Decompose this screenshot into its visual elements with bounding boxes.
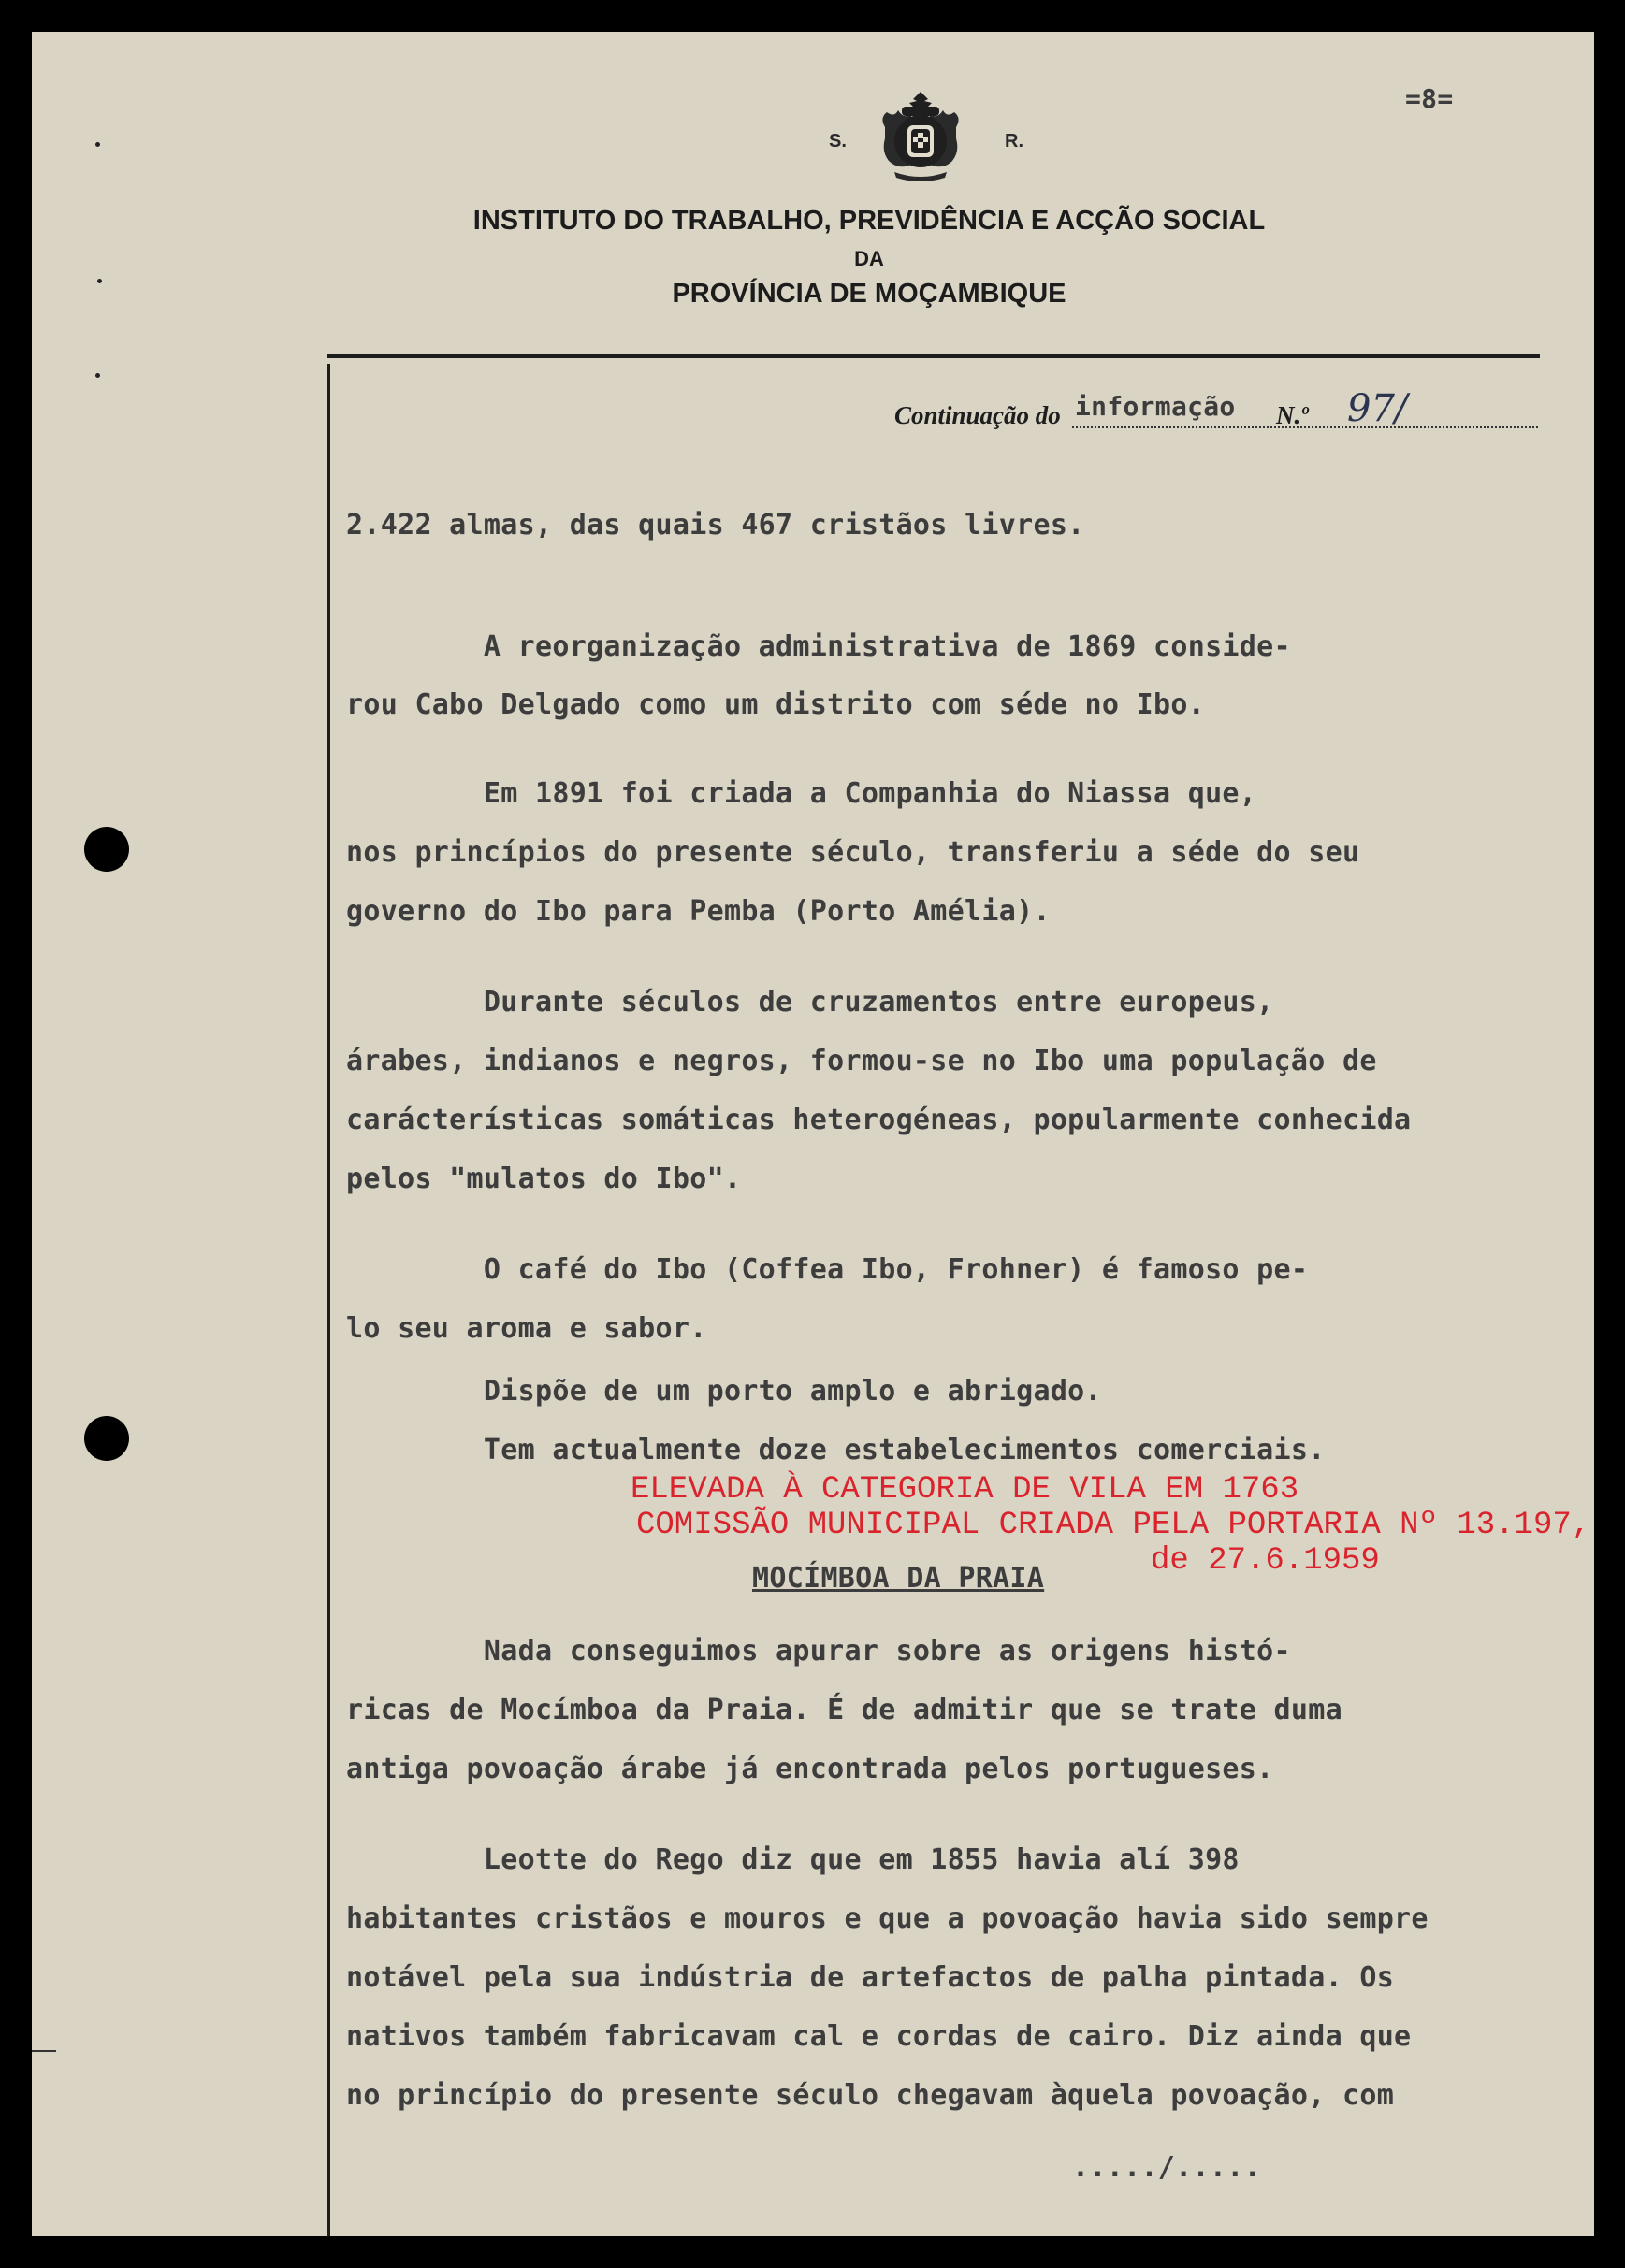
body-line: habitantes cristãos e mouros e que a povoação havia sido sempre <box>346 1902 1429 1935</box>
body-line: Em 1891 foi criada a Companhia do Niassa que, <box>346 777 1257 810</box>
left-margin-rule <box>327 364 330 2236</box>
institute-name: INSTITUTO DO TRABALHO, PREVIDÊNCIA E ACÇÃO SOCIAL <box>472 206 1266 236</box>
header-rule <box>327 354 1540 358</box>
stamp-line: ELEVADA À CATEGORIA DE VILA EM 1763 <box>631 1472 1299 1508</box>
body-line: pelos "mulatos do Ibo". <box>346 1163 742 1195</box>
punch-hole-top <box>84 827 129 872</box>
stamp-line: de 27.6.1959 <box>1151 1543 1380 1579</box>
province-name: PROVÍNCIA DE MOÇAMBIQUE <box>672 279 1066 309</box>
document-page <box>32 32 1594 2236</box>
body-line: Durante séculos de cruzamentos entre europeus, <box>346 986 1274 1018</box>
continuation-type: informação <box>1075 391 1236 422</box>
header-s-letter: S. <box>829 131 847 152</box>
body-line: Leotte do Rego diz que em 1855 havia alí 398 <box>346 1843 1240 1876</box>
stamp-line: COMISSÃO MUNICIPAL CRIADA PELA PORTARIA Nº 13.197, <box>636 1508 1591 1543</box>
page-number: =8= <box>1405 83 1454 114</box>
body-line: nativos também fabricavam cal e cordas de cairo. Diz ainda que <box>346 2020 1412 2053</box>
body-line: ricas de Mocímboa da Praia. É de admitir que se trate duma <box>346 1694 1342 1726</box>
number-label: N.º <box>1276 401 1309 429</box>
body-line: rou Cabo Delgado como um distrito com séde no Ibo. <box>346 688 1206 721</box>
section-heading: MOCÍMBOA DA PRAIA <box>752 1562 1045 1595</box>
body-line: notável pela sua indústria de artefactos de palha pintada. Os <box>346 1961 1395 1994</box>
body-line: Nada conseguimos apurar sobre as origens histó- <box>346 1635 1291 1668</box>
institute-da: DA <box>854 247 884 270</box>
handwritten-number: 97/ <box>1347 387 1408 430</box>
body-line: nos princípios do presente século, transferiu a séde do seu <box>346 836 1360 869</box>
margin-mark <box>32 2050 56 2052</box>
punch-hole-bottom <box>84 1416 129 1461</box>
body-line: lo seu aroma e sabor. <box>346 1312 707 1345</box>
body-line: O café do Ibo (Coffea Ibo, Frohner) é famoso pe- <box>346 1253 1309 1286</box>
header-r-letter: R. <box>1005 131 1023 152</box>
body-line: carácterísticas somáticas heterogéneas, popularmente conhecida <box>346 1104 1412 1136</box>
body-line: árabes, indianos e negros, formou-se no Ibo uma população de <box>346 1045 1377 1077</box>
paper-speck <box>97 279 102 283</box>
body-line: governo do Ibo para Pemba (Porto Amélia). <box>346 895 1051 928</box>
portuguese-coat-of-arms-icon <box>874 90 967 183</box>
body-line: no princípio do presente século chegavam àquela povoação, com <box>346 2079 1395 2112</box>
body-line: antiga povoação árabe já encontrada pelos portugueses. <box>346 1753 1274 1785</box>
paper-speck <box>95 373 100 378</box>
body-line: Dispõe de um porto amplo e abrigado. <box>346 1375 1102 1408</box>
continuation-label: Continuação do <box>894 401 1061 429</box>
body-line: 2.422 almas, das quais 467 cristãos livres. <box>346 509 1085 542</box>
body-line: A reorganização administrativa de 1869 conside- <box>346 630 1291 663</box>
paper-speck <box>95 142 100 147</box>
continuation-mark: ...../..... <box>1072 2151 1261 2184</box>
body-line: Tem actualmente doze estabelecimentos comerciais. <box>346 1434 1326 1466</box>
continuation-dotted-line <box>1072 426 1538 428</box>
